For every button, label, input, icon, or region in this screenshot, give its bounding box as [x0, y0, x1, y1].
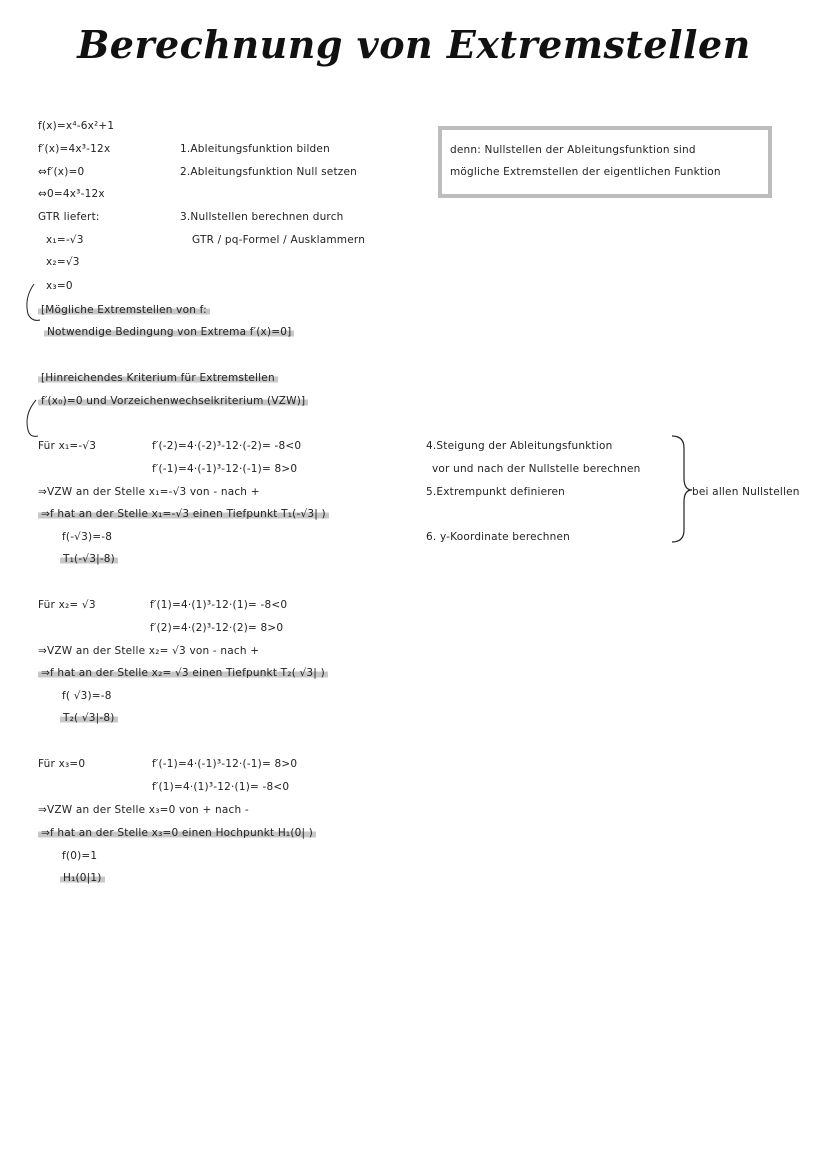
case-3-vzw: ⇒VZW an der Stelle x₃=0 von + nach -: [38, 804, 249, 816]
note-line-1: denn: Nullstellen der Ableitungsfunktion sind: [450, 144, 696, 156]
case-3-label: Für x₃=0: [38, 758, 86, 770]
condition-line-1: ⇔f′(x)=0: [38, 166, 85, 178]
case-2-eq-1: f′(1)=4·(1)³-12·(1)= -8<0: [150, 599, 288, 611]
step-6: 6. y-Koordinate berechnen: [426, 531, 570, 543]
case-3-value: f(0)=1: [62, 850, 98, 862]
note-line-2: mögliche Extremstellen der eigentlichen Funktion: [450, 166, 721, 178]
solution-x1: x₁=-√3: [46, 234, 84, 246]
derivative-definition: f′(x)=4x³-12x: [38, 143, 111, 155]
case-1-label: Für x₁=-√3: [38, 440, 97, 452]
case-3-eq-1: f′(-1)=4·(-1)³-12·(-1)= 8>0: [152, 758, 298, 770]
left-bracket-stroke-1: [27, 284, 40, 320]
step-5: 5.Extrempunkt definieren: [426, 486, 566, 498]
case-3-conclusion-text: ⇒f hat an der Stelle x₃=0 einen Hochpunkt H₁(0| ): [38, 827, 316, 839]
step-3: 3.Nullstellen berechnen durch: [180, 211, 344, 223]
case-3-point-text: H₁(0|1): [60, 872, 105, 884]
case-1-value: f(-√3)=-8: [62, 531, 113, 543]
left-bracket-stroke-2: [27, 400, 38, 436]
case-2-label: Für x₂= √3: [38, 599, 96, 611]
case-1-point-text: T₁(-√3|-8): [60, 553, 118, 565]
case-1-vzw: ⇒VZW an der Stelle x₁=-√3 von - nach +: [38, 486, 260, 498]
sufficient-line-1-text: [Hinreichendes Kriterium für Extremstellen: [38, 372, 278, 384]
case-1-eq-1: f′(-2)=4·(-2)³-12·(-2)= -8<0: [152, 440, 302, 452]
step-3-methods: GTR / pq-Formel / Ausklammern: [192, 234, 366, 246]
step-4-continued: vor und nach der Nullstelle berechnen: [432, 463, 641, 475]
all-zeros-note: bei allen Nullstellen: [692, 486, 800, 498]
case-1-eq-2: f′(-1)=4·(-1)³-12·(-1)= 8>0: [152, 463, 298, 475]
case-2-point-text: T₂( √3|-8): [60, 712, 118, 724]
case-2-vzw: ⇒VZW an der Stelle x₂= √3 von - nach +: [38, 645, 260, 657]
solution-x2: x₂=√3: [46, 256, 80, 268]
case-2-eq-2: f′(2)=4·(2)³-12·(2)= 8>0: [150, 622, 284, 634]
case-1-conclusion-text: ⇒f hat an der Stelle x₁=-√3 einen Tiefpunkt T₁(-√3| ): [38, 508, 329, 520]
gtr-label: GTR liefert:: [38, 211, 100, 223]
curly-brace-icon: [672, 436, 692, 542]
page-title: Berechnung von Extremstellen: [77, 22, 751, 67]
case-3-eq-2: f′(1)=4·(1)³-12·(1)= -8<0: [152, 781, 290, 793]
sufficient-line-2-text: f′(x₀)=0 und Vorzeichenwechselkriterium (VZW)]: [38, 395, 308, 407]
step-1: 1.Ableitungsfunktion bilden: [180, 143, 330, 155]
function-definition: f(x)=x⁴-6x²+1: [38, 120, 115, 132]
case-2-conclusion-text: ⇒f hat an der Stelle x₂= √3 einen Tiefpunkt T₂( √3| ): [38, 667, 328, 679]
step-4: 4.Steigung der Ableitungsfunktion: [426, 440, 613, 452]
condition-line-2: ⇔0=4x³-12x: [38, 188, 105, 200]
necessary-line-2-text: Notwendige Bedingung von Extrema f′(x)=0]: [44, 326, 294, 338]
solution-x3: x₃=0: [46, 280, 73, 292]
step-2: 2.Ableitungsfunktion Null setzen: [180, 166, 358, 178]
case-2-value: f( √3)=-8: [62, 690, 112, 702]
necessary-line-1-text: [Mögliche Extremstellen von f:: [38, 304, 210, 316]
